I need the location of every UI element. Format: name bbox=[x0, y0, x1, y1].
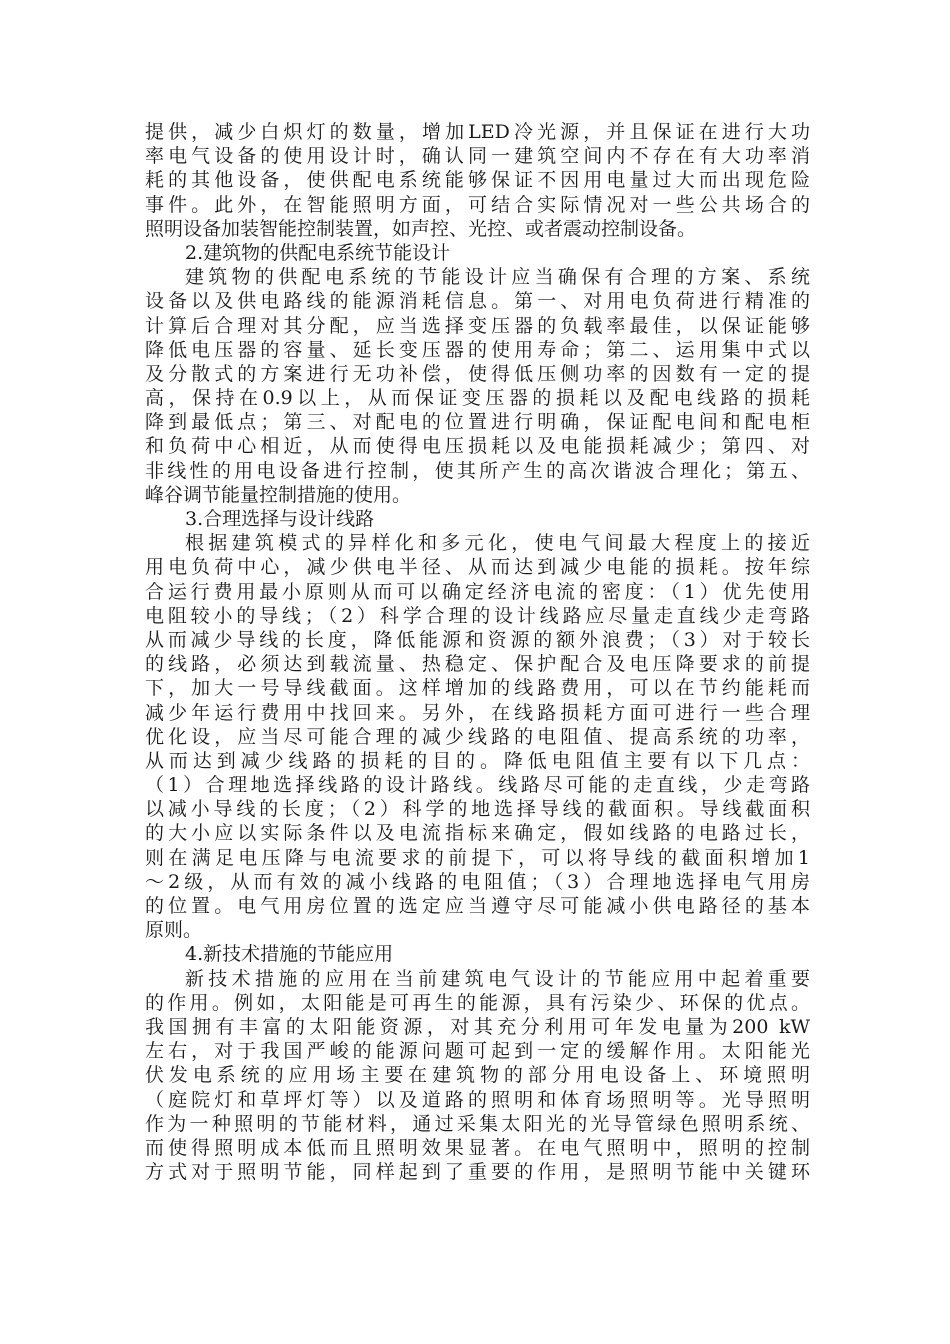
text-line: 计算后合理对其分配，应当选择变压器的负载率最佳，以保证能够 bbox=[145, 314, 810, 337]
text-line: 新技术措施的应用在当前建筑电气设计的节能应用中起着重要 bbox=[185, 967, 810, 990]
text-line: 方式对于照明节能，同样起到了重要的作用，是照明节能中关键环 bbox=[145, 1161, 810, 1184]
text-line: 从而减少导线的长度，降低能源和资源的额外浪费；（3）对于较长 bbox=[145, 628, 810, 651]
text-line: 从而达到减少线路的损耗的目的。降低电阻值主要有以下几点： bbox=[145, 749, 810, 772]
section-heading bbox=[145, 507, 810, 531]
text-line: 的线路，必须达到载流量、热稳定、保护配合及电压降要求的前提 bbox=[145, 653, 810, 676]
text-line: 提供，减少白炽灯的数量，增加LED冷光源，并且保证在进行大功 bbox=[145, 121, 810, 143]
text-line: 用电负荷中心，减少供电半径、从而达到减少电能的损耗。按年综 bbox=[145, 556, 810, 579]
text-line: 作为一种照明的节能材料，通过采集太阳光的光导管绿色照明系统、 bbox=[145, 1112, 810, 1135]
body-paragraph bbox=[145, 120, 810, 241]
text-line: 以减小导线的长度；（2）科学的地选择导线的截面积。导线截面积 bbox=[145, 798, 810, 821]
text-line: 我国拥有丰富的太阳能资源，对其充分利用可年发电量为200 kW bbox=[145, 1015, 810, 1038]
text-line: 设备以及供电路线的能源消耗信息。第一、对用电负荷进行精准的 bbox=[145, 290, 810, 313]
text-line: 合运行费用最小原则从而可以确定经济电流的密度：（1）优先使用 bbox=[145, 580, 810, 603]
text-line: 耗的其他设备，使供配电系统能够保证不因用电量过大而出现危险 bbox=[145, 169, 810, 192]
text-line: 事件。此外，在智能照明方面，可结合实际情况对一些公共场合的 bbox=[145, 193, 810, 216]
text-line: 的大小应以实际条件以及电流指标来确定，假如线路的电路过长， bbox=[145, 822, 810, 845]
text-line: 而使得照明成本低而且照明效果显著。在电气照明中，照明的控制 bbox=[145, 1136, 810, 1159]
text-line: 电阻较小的导线；（2）科学合理的设计线路应尽量走直线少走弯路 bbox=[145, 604, 810, 627]
text-line: 非线性的用电设备进行控制，使其所产生的高次谐波合理化；第五、 bbox=[145, 459, 810, 482]
document-page bbox=[145, 120, 810, 1184]
text-line: （1）合理地选择线路的设计路线。线路尽可能的走直线，少走弯路 bbox=[145, 774, 810, 797]
text-line: 优化设，应当尽可能合理的减少线路的电阻值、提高系统的功率， bbox=[145, 725, 810, 748]
text-line: 根据建筑模式的异样化和多元化，使电气间最大程度上的接近 bbox=[185, 532, 810, 555]
text-line: 的位置。电气用房位置的选定应当遵守尽可能减小供电路径的基本 bbox=[145, 895, 810, 917]
text-line: 伏发电系统的应用场主要在建筑物的部分用电设备上、环境照明 bbox=[145, 1064, 810, 1087]
text-line: 原则。 bbox=[145, 919, 203, 942]
text-line: 降低电压器的容量、延长变压器的使用寿命；第二、运用集中式以 bbox=[145, 338, 810, 361]
heading-text: 2.建筑物的供配电系统节能设计 bbox=[185, 241, 451, 264]
text-line: 下，加大一号导线截面。这样增加的线路费用，可以在节约能耗而 bbox=[145, 677, 810, 700]
body-paragraph bbox=[145, 967, 810, 1185]
text-line: 高，保持在0.9以上，从而保证变压器的损耗以及配电线路的损耗 bbox=[145, 387, 810, 410]
text-line: 建筑物的供配电系统的节能设计应当确保有合理的方案、系统 bbox=[185, 266, 810, 289]
text-line: 左右，对于我国严峻的能源问题可起到一定的缓解作用。太阳能光 bbox=[145, 1040, 810, 1063]
section-heading bbox=[145, 241, 810, 265]
text-line: 峰谷调节能量控制措施的使用。 bbox=[145, 483, 412, 506]
text-line: 降到最低点；第三、对配电的位置进行明确，保证配电间和配电柜 bbox=[145, 411, 810, 434]
text-line: （庭院灯和草坪灯等）以及道路的照明和体育场照明等。光导照明 bbox=[145, 1088, 810, 1111]
body-paragraph bbox=[145, 531, 810, 942]
text-line: 及分散式的方案进行无功补偿，使得低压侧功率的因数有一定的提 bbox=[145, 362, 810, 385]
text-line: 减少年运行费用中找回来。另外，在线路损耗方面可进行一些合理 bbox=[145, 701, 810, 724]
heading-text: 4.新技术措施的节能应用 bbox=[185, 943, 394, 966]
text-line: 则在满足电压降与电流要求的前提下，可以将导线的截面积增加1 bbox=[145, 846, 810, 869]
text-line: 和负荷中心相近，从而使得电压损耗以及电能损耗减少；第四、对 bbox=[145, 435, 810, 458]
text-line: 照明设备加装智能控制装置，如声控、光控、或者震动控制设备。 bbox=[145, 217, 697, 240]
body-paragraph bbox=[145, 265, 810, 507]
section-heading bbox=[145, 942, 810, 966]
text-line: ～2级，从而有效的减小线路的电阻值；（3）合理地选择电气用房 bbox=[145, 870, 810, 893]
text-line: 率电气设备的使用设计时，确认同一建筑空间内不存在有大功率消 bbox=[145, 145, 810, 168]
text-line: 的作用。例如，太阳能是可再生的能源，具有污染少、环保的优点。 bbox=[145, 991, 810, 1014]
heading-text: 3.合理选择与设计线路 bbox=[185, 508, 375, 530]
